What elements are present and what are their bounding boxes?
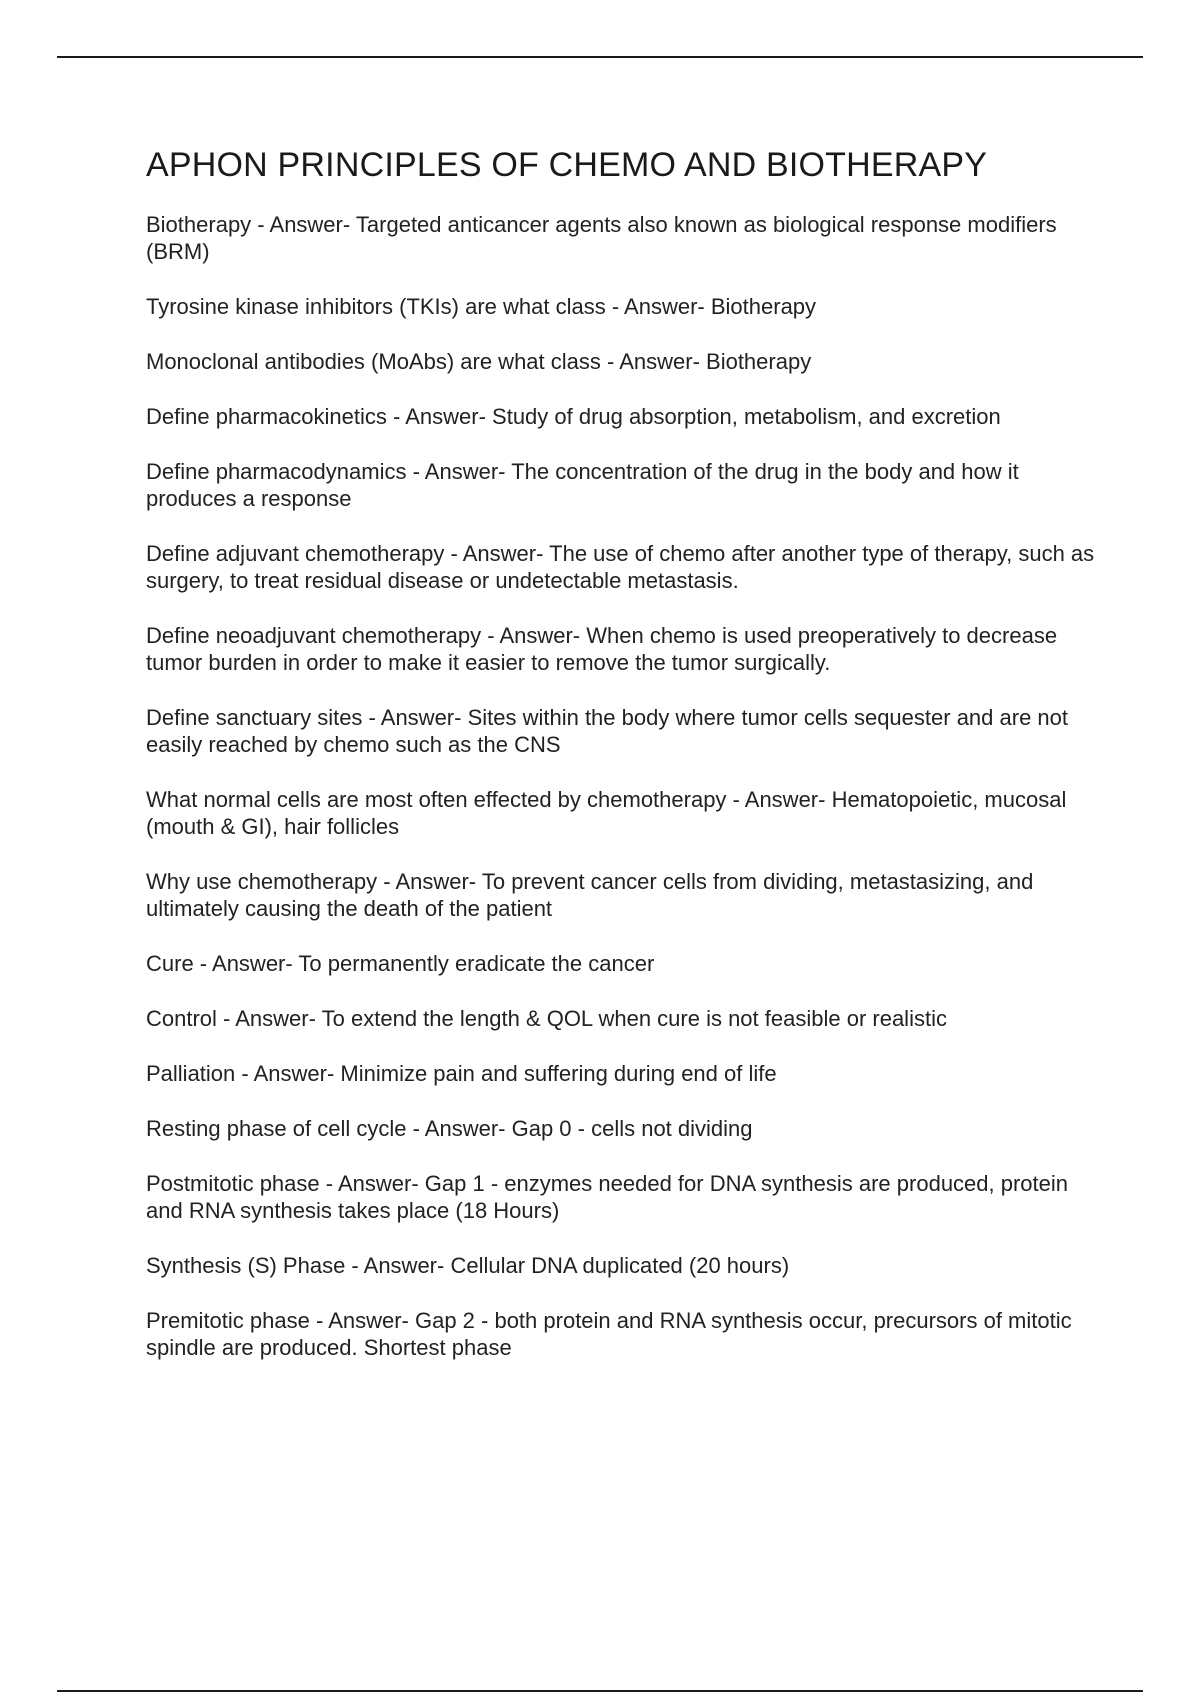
qa-entry-resting-phase: Resting phase of cell cycle - Answer- Gap 0 - cells not dividing xyxy=(146,1116,753,1141)
qa-entry-normal-cells: What normal cells are most often effected by chemotherapy - Answer- Hematopoietic, mucosal (mouth & GI), hair follicles xyxy=(146,787,1067,839)
qa-entry-palliation: Palliation - Answer- Minimize pain and suffering during end of life xyxy=(146,1061,777,1086)
qa-entry-pharmacokinetics: Define pharmacokinetics - Answer- Study of drug absorption, metabolism, and excretion xyxy=(146,404,1001,429)
qa-entry-tkis: Tyrosine kinase inhibitors (TKIs) are what class - Answer- Biotherapy xyxy=(146,294,817,319)
qa-entry-moabs: Monoclonal antibodies (MoAbs) are what class - Answer- Biotherapy xyxy=(146,349,812,374)
qa-entry-postmitotic-phase: Postmitotic phase - Answer- Gap 1 - enzymes needed for DNA synthesis are produced, protein and RNA synthesis takes place (18 Hours) xyxy=(146,1171,1069,1223)
qa-entry-cure: Cure - Answer- To permanently eradicate the cancer xyxy=(146,951,655,976)
qa-entry-neoadjuvant: Define neoadjuvant chemotherapy - Answer- When chemo is used preoperatively to decrease tumor burden in order to make it easier to remove the tumor surgically. xyxy=(146,623,1058,675)
qa-entry-pharmacodynamics: Define pharmacodynamics - Answer- The concentration of the drug in the body and how it produces a response xyxy=(146,459,1019,511)
qa-entry-adjuvant: Define adjuvant chemotherapy - Answer- The use of chemo after another type of therapy, such as surgery, to treat residual disease or undetectable metastasis. xyxy=(146,541,1095,593)
qa-list xyxy=(146,211,1096,1361)
qa-entry-premitotic-phase: Premitotic phase - Answer- Gap 2 - both protein and RNA synthesis occur, precursors of mitotic spindle are produced. Shortest phase xyxy=(146,1308,1072,1360)
qa-entry-why-chemo: Why use chemotherapy - Answer- To prevent cancer cells from dividing, metastasizing, and ultimately causing the death of the patient xyxy=(146,869,1034,921)
qa-entry-biotherapy: Biotherapy - Answer- Targeted anticancer agents also known as biological response modifiers (BRM) xyxy=(146,212,1057,264)
qa-entry-sanctuary-sites: Define sanctuary sites - Answer- Sites within the body where tumor cells sequester and are not easily reached by chemo such as the CNS xyxy=(146,705,1069,757)
document-title: APHON PRINCIPLES OF CHEMO AND BIOTHERAPY xyxy=(146,146,988,184)
document-body xyxy=(146,141,1096,1389)
header-rule xyxy=(57,56,1143,58)
footer-rule xyxy=(57,1690,1143,1692)
qa-entry-control: Control - Answer- To extend the length & QOL when cure is not feasible or realistic xyxy=(146,1006,947,1031)
qa-entry-synthesis-phase: Synthesis (S) Phase - Answer- Cellular DNA duplicated (20 hours) xyxy=(146,1253,790,1278)
